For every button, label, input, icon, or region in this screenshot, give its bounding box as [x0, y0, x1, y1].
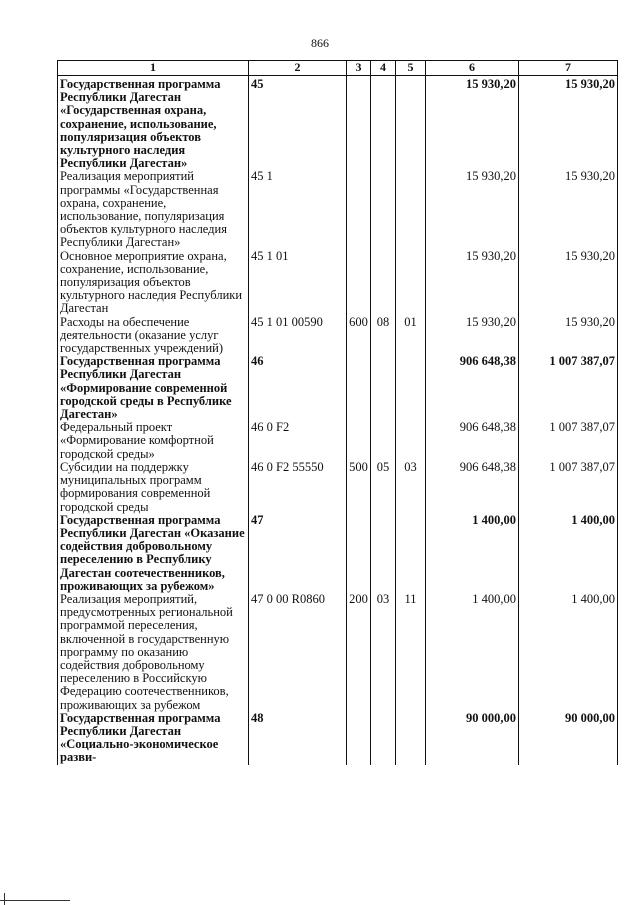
- cell-rz: [371, 170, 396, 249]
- cell-pr: [396, 712, 426, 765]
- footer-tick: [4, 893, 5, 905]
- cell-vr: [347, 250, 371, 316]
- header-cell-5: 5: [396, 61, 426, 76]
- cell-vr: [347, 712, 371, 765]
- header-row: [58, 61, 618, 76]
- cell-name: Государственная программа Республики Дагестан «Формирование современной городской среды в Республике Дагестан»: [58, 355, 249, 421]
- cell-amount-2: 15 930,20: [519, 170, 618, 249]
- cell-name: Основное мероприятие охрана, сохранение, использование, популяризация объектов культурного наследия Республики Дагестан: [58, 250, 249, 316]
- cell-vr: [347, 76, 371, 171]
- cell-amount-2: 1 007 387,07: [519, 421, 618, 461]
- cell-vr: [347, 514, 371, 593]
- cell-pr: [396, 514, 426, 593]
- cell-amount-2: 1 007 387,07: [519, 355, 618, 421]
- table-body: [58, 76, 618, 765]
- cell-pr: [396, 76, 426, 171]
- cell-amount-2: 90 000,00: [519, 712, 618, 765]
- header-cell-6: 6: [426, 61, 519, 76]
- cell-pr: 03: [396, 461, 426, 514]
- cell-rz: [371, 421, 396, 461]
- cell-pr: [396, 421, 426, 461]
- cell-name: Расходы на обеспечение деятельности (оказание услуг государственных учреждений): [58, 316, 249, 356]
- cell-code: 45 1 01 00590: [249, 316, 347, 356]
- table-row: [58, 170, 618, 249]
- table-row: [58, 461, 618, 514]
- table-row: [58, 421, 618, 461]
- header-cell-7: 7: [519, 61, 618, 76]
- cell-rz: 03: [371, 593, 396, 712]
- cell-amount-1: 1 400,00: [426, 514, 519, 593]
- table-row: [58, 514, 618, 593]
- cell-code: 45: [249, 76, 347, 171]
- cell-name: Субсидии на поддержку муниципальных программ формирования современной городской среды: [58, 461, 249, 514]
- cell-rz: [371, 355, 396, 421]
- cell-amount-1: 906 648,38: [426, 461, 519, 514]
- cell-name: Государственная программа Республики Дагестан «Социально-экономическое разви-: [58, 712, 249, 765]
- header-cell-1: 1: [58, 61, 249, 76]
- header-cell-2: 2: [249, 61, 347, 76]
- cell-vr: 500: [347, 461, 371, 514]
- cell-name: Государственная программа Республики Дагестан «Оказание содействия добровольному переселению в Республику Дагестан соотечественников, проживающих за рубежом»: [58, 514, 249, 593]
- cell-name: Реализация мероприятий, предусмотренных региональной программой переселения, включенной в государственную программу по оказанию содействия добровольному переселению в Российскую Федерацию соотечественников, проживающих за рубежом: [58, 593, 249, 712]
- cell-amount-2: 15 930,20: [519, 316, 618, 356]
- page-number: 866: [311, 36, 329, 50]
- table-row: [58, 250, 618, 316]
- cell-amount-1: 906 648,38: [426, 421, 519, 461]
- cell-pr: [396, 250, 426, 316]
- cell-rz: [371, 76, 396, 171]
- table-row: [58, 355, 618, 421]
- cell-vr: 600: [347, 316, 371, 356]
- table-row: [58, 712, 618, 765]
- budget-table: [57, 60, 618, 765]
- cell-code: 45 1 01: [249, 250, 347, 316]
- cell-amount-1: 15 930,20: [426, 316, 519, 356]
- cell-amount-2: 1 007 387,07: [519, 461, 618, 514]
- cell-rz: [371, 514, 396, 593]
- cell-amount-1: 15 930,20: [426, 76, 519, 171]
- cell-rz: [371, 712, 396, 765]
- cell-code: 46 0 F2 55550: [249, 461, 347, 514]
- table-row: [58, 76, 618, 171]
- cell-rz: 05: [371, 461, 396, 514]
- cell-name: Государственная программа Республики Дагестан «Государственная охрана, сохранение, использование, популяризация объектов культурного наследия Республики Дагестан»: [58, 76, 249, 171]
- cell-name: Федеральный проект «Формирование комфортной городской среды»: [58, 421, 249, 461]
- cell-code: 48: [249, 712, 347, 765]
- cell-vr: [347, 170, 371, 249]
- cell-pr: [396, 355, 426, 421]
- cell-amount-2: 1 400,00: [519, 514, 618, 593]
- footer-rule: [0, 900, 70, 901]
- cell-amount-2: 15 930,20: [519, 76, 618, 171]
- cell-vr: [347, 355, 371, 421]
- cell-pr: [396, 170, 426, 249]
- cell-amount-1: 906 648,38: [426, 355, 519, 421]
- cell-vr: [347, 421, 371, 461]
- cell-vr: 200: [347, 593, 371, 712]
- cell-code: 45 1: [249, 170, 347, 249]
- cell-rz: 08: [371, 316, 396, 356]
- cell-amount-1: 90 000,00: [426, 712, 519, 765]
- cell-code: 46 0 F2: [249, 421, 347, 461]
- cell-code: 47 0 00 R0860: [249, 593, 347, 712]
- header-cell-3: 3: [347, 61, 371, 76]
- header-cell-4: 4: [371, 61, 396, 76]
- cell-amount-1: 15 930,20: [426, 250, 519, 316]
- cell-pr: 01: [396, 316, 426, 356]
- table-row: [58, 316, 618, 356]
- cell-amount-2: 15 930,20: [519, 250, 618, 316]
- table-row: [58, 593, 618, 712]
- cell-name: Реализация мероприятий программы «Государственная охрана, сохранение, использование, популяризация объектов культурного наследия Республики Дагестан»: [58, 170, 249, 249]
- cell-amount-1: 15 930,20: [426, 170, 519, 249]
- cell-code: 46: [249, 355, 347, 421]
- cell-pr: 11: [396, 593, 426, 712]
- cell-amount-2: 1 400,00: [519, 593, 618, 712]
- cell-amount-1: 1 400,00: [426, 593, 519, 712]
- cell-rz: [371, 250, 396, 316]
- cell-code: 47: [249, 514, 347, 593]
